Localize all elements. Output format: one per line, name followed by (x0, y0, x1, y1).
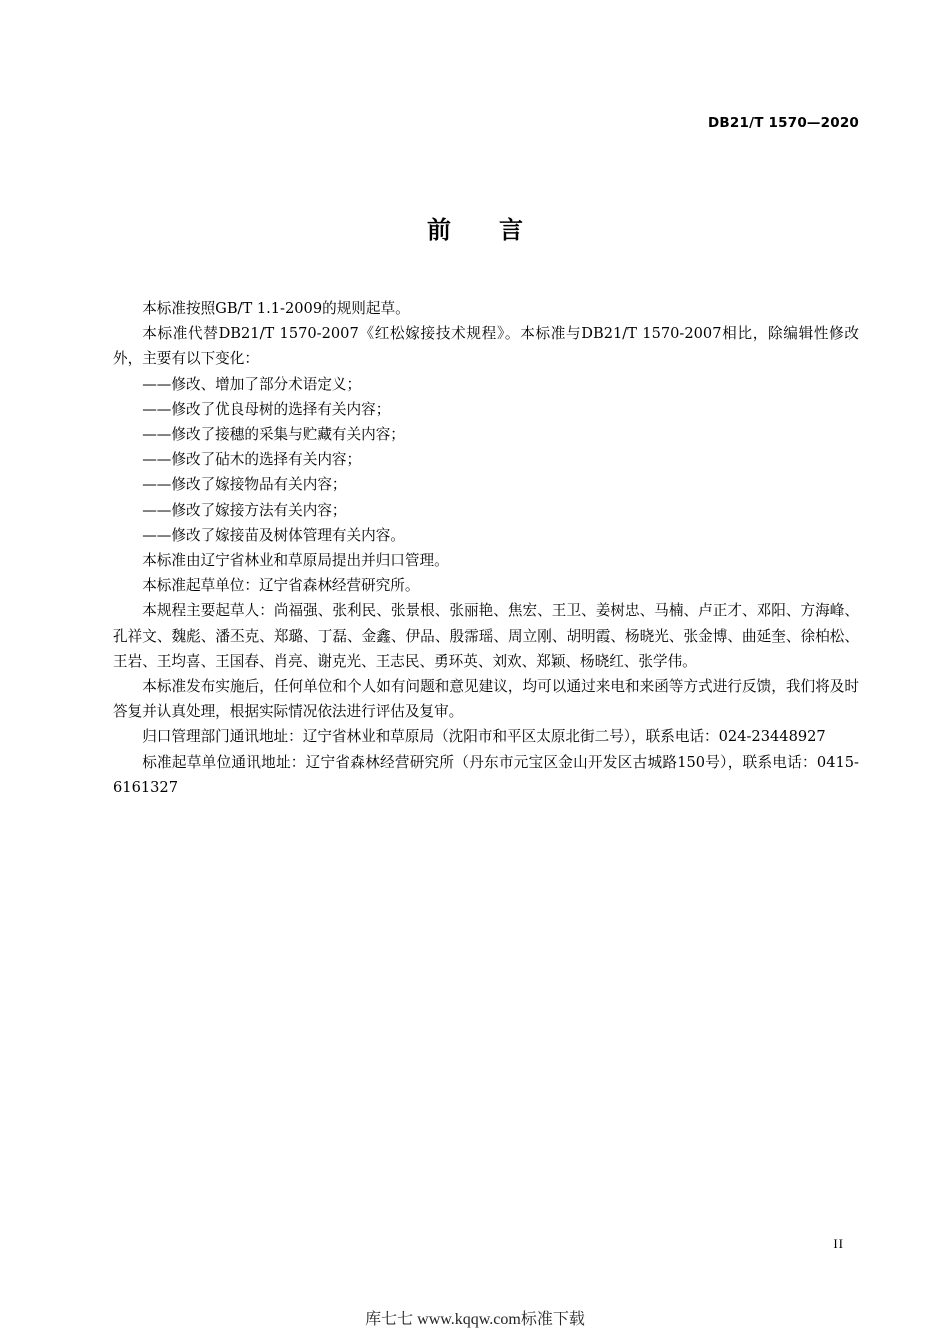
change-item: ——修改、增加了部分术语定义； (142, 375, 362, 393)
footer-watermark: 库七七 www.kqqw.com标准下载 (365, 1311, 585, 1328)
change-item: ——修改了砧木的选择有关内容； (142, 451, 362, 469)
paragraph-drafting-unit: 本标准起草单位：辽宁省森林经营研究所。 (142, 577, 420, 595)
title-char-1: 前 (427, 216, 451, 244)
paragraph-replacement: 本标准代替DB21/T 1570-2007《红松嫁接技术规程》。本标准与DB21/T 1570-2007相比，除编辑性修改外，主要有以下变化： (113, 325, 859, 368)
paragraph-drafting-rule: 本标准按照GB/T 1.1-2009的规则起草。 (142, 300, 410, 317)
paragraph-feedback: 本标准发布实施后，任何单位和个人如有问题和意见建议，均可以通过来电和来函等方式进行反馈，我们将及时答复并认真处理，根据实际情况依法进行评估及复审。 (113, 678, 859, 721)
change-item: ——修改了嫁接苗及树体管理有关内容。 (142, 526, 405, 544)
page-title (0, 210, 950, 245)
paragraph-drafters: 本规程主要起草人：尚福强、张利民、张景根、张丽艳、焦宏、王卫、姜树忠、马楠、卢正才、邓阳、方海峰、孔祥文、魏彪、潘丕克、郑璐、丁磊、金鑫、伊品、殷霈瑶、周立刚、胡明霞、杨晓光、张金博、曲延奎、徐柏松、王岩、王均喜、王国春、肖亮、谢克光、王志民、勇环英、刘欢、郑颖、杨晓红、张学伟。 (113, 602, 859, 670)
title-char-2: 言 (499, 216, 523, 244)
paragraph-management-address: 归口管理部门通讯地址：辽宁省林业和草原局（沈阳市和平区太原北街二号），联系电话：024-23448927 (142, 728, 826, 746)
change-item: ——修改了嫁接物品有关内容； (142, 476, 347, 494)
change-item: ——修改了嫁接方法有关内容； (142, 501, 347, 519)
page-number: II (833, 1236, 844, 1251)
paragraph-drafter-address: 标准起草单位通讯地址：辽宁省森林经营研究所（丹东市元宝区金山开发区古城路150号），联系电话：0415-6161327 (113, 753, 859, 796)
foreword-body (113, 296, 859, 800)
standard-code: DB21/T 1570—2020 (708, 115, 859, 131)
change-item: ——修改了接穗的采集与贮藏有关内容； (142, 426, 405, 444)
change-item: ——修改了优良母树的选择有关内容； (142, 400, 391, 418)
paragraph-proposer: 本标准由辽宁省林业和草原局提出并归口管理。 (142, 552, 449, 570)
